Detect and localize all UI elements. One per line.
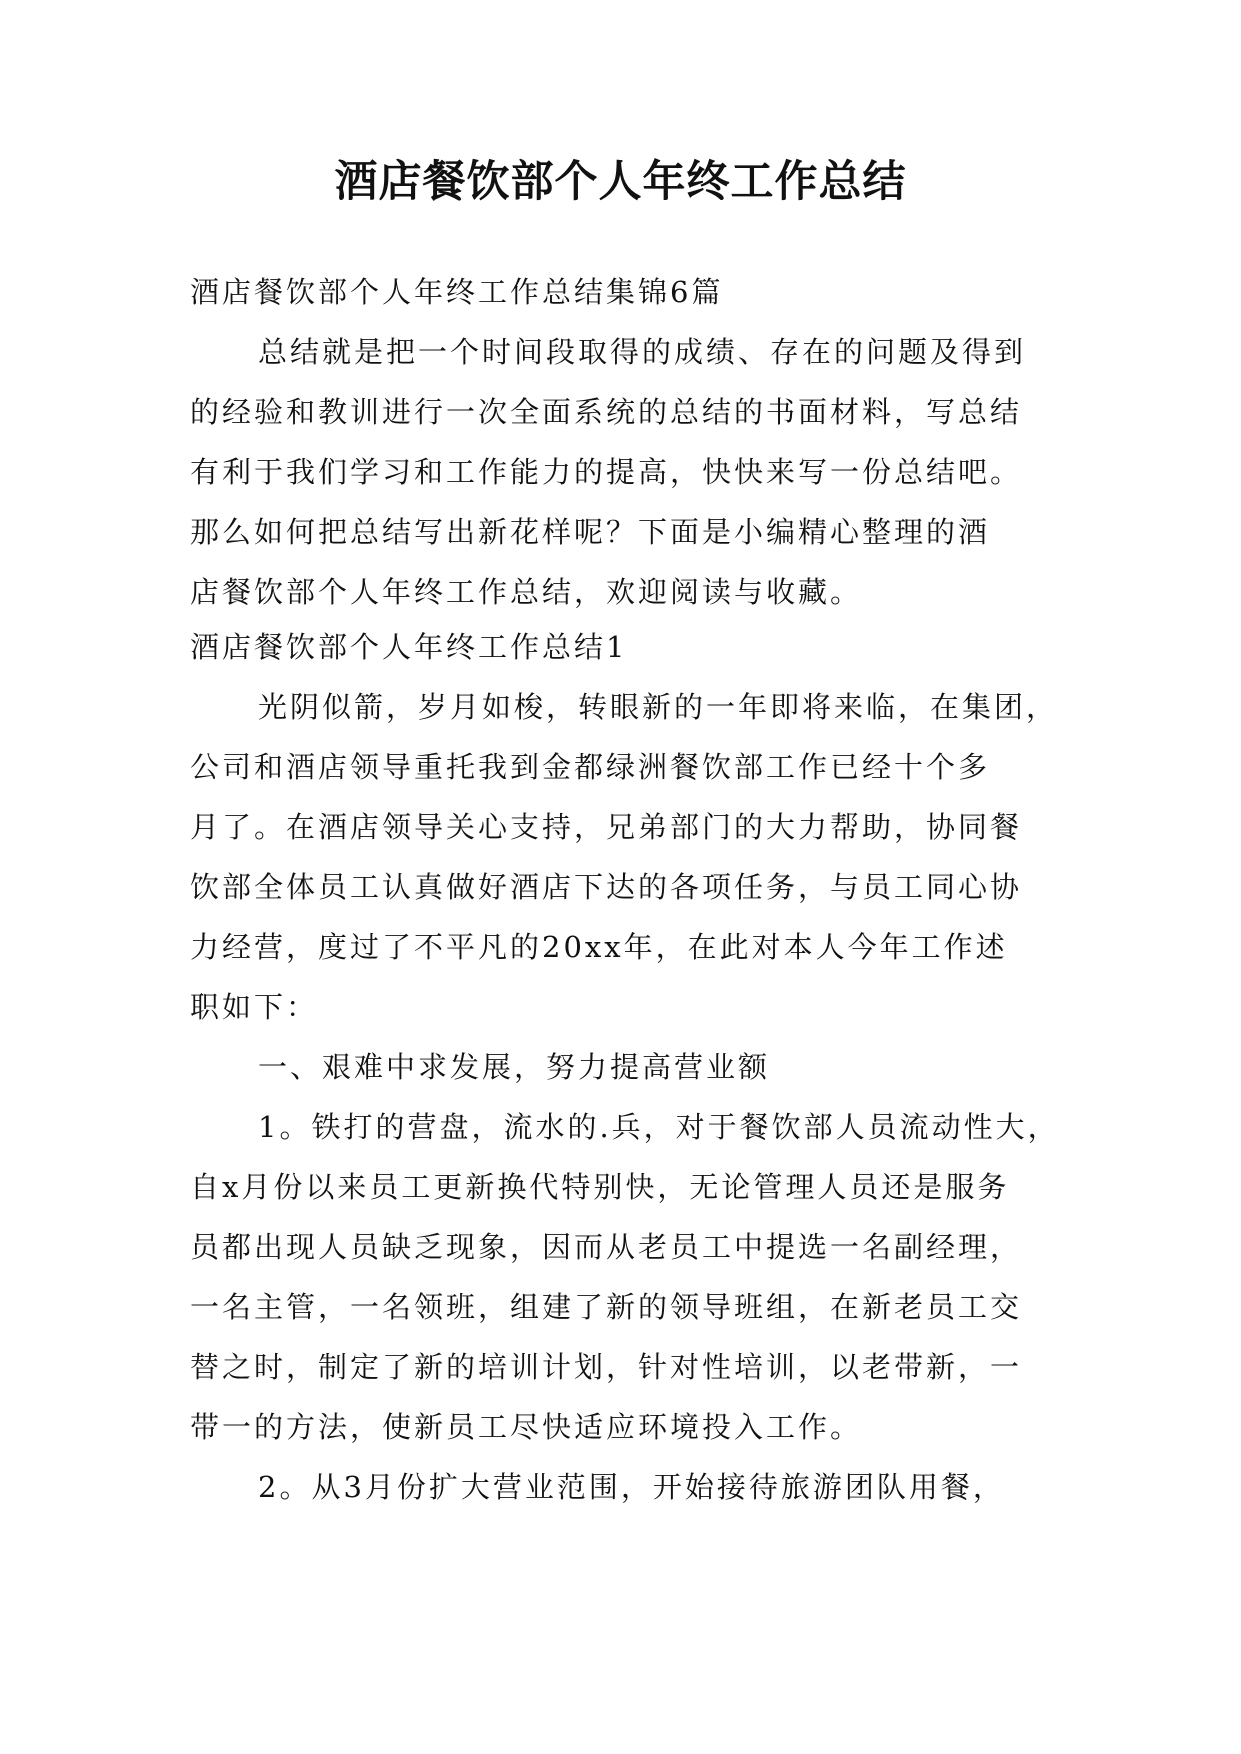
list-item-line: 一名主管，一名领班，组建了新的领导班组，在新老员工交 (190, 1290, 1023, 1324)
list-item-line: 自x月份以来员工更新换代特别快，无论管理人员还是服务 (190, 1170, 1010, 1204)
intro-line: 店餐饮部个人年终工作总结，欢迎阅读与收藏。 (190, 575, 863, 609)
paragraph-line: 公司和酒店领导重托我到金都绿洲餐饮部工作已经十个多 (190, 750, 991, 784)
paragraph-line: 饮部全体员工认真做好酒店下达的各项任务，与员工同心协 (190, 870, 1023, 904)
list-item-line: 替之时，制定了新的培训计划，针对性培训，以老带新，一 (190, 1350, 1023, 1384)
paragraph-line: 光阴似箭，岁月如梭，转眼新的一年即将来临，在集团， (258, 690, 1059, 724)
list-item-line: 2。从3月份扩大营业范围，开始接待旅游团队用餐， (258, 1470, 1005, 1504)
paragraph-line: 职如下： (190, 990, 319, 1024)
intro-line: 的经验和教训进行一次全面系统的总结的书面材料，写总结 (190, 395, 1023, 429)
paragraph-line: 力经营，度过了不平凡的20xx年，在此对本人今年工作述 (190, 930, 1008, 964)
intro-line: 有利于我们学习和工作能力的提高，快快来写一份总结吧。 (190, 455, 1023, 489)
intro-line: 总结就是把一个时间段取得的成绩、存在的问题及得到 (258, 335, 1027, 369)
intro-heading: 酒店餐饮部个人年终工作总结集锦6篇 (190, 275, 724, 309)
intro-line: 那么如何把总结写出新花样呢？下面是小编精心整理的酒 (190, 515, 991, 549)
list-item-line: 带一的方法，使新员工尽快适应环境投入工作。 (190, 1410, 863, 1444)
list-item-line: 员都出现人员缺乏现象，因而从老员工中提选一名副经理， (190, 1230, 1023, 1264)
subheading: 一、艰难中求发展，努力提高营业额 (258, 1050, 771, 1084)
section-heading: 酒店餐饮部个人年终工作总结1 (190, 630, 628, 664)
section-1-block (190, 617, 1080, 1517)
document-title: 酒店餐饮部个人年终工作总结 (334, 157, 907, 207)
paragraph-line: 月了。在酒店领导关心支持，兄弟部门的大力帮助，协同餐 (190, 810, 1023, 844)
list-item-line: 1。铁打的营盘，流水的.兵，对于餐饮部人员流动性大， (258, 1110, 1060, 1144)
intro-block (190, 262, 1080, 622)
